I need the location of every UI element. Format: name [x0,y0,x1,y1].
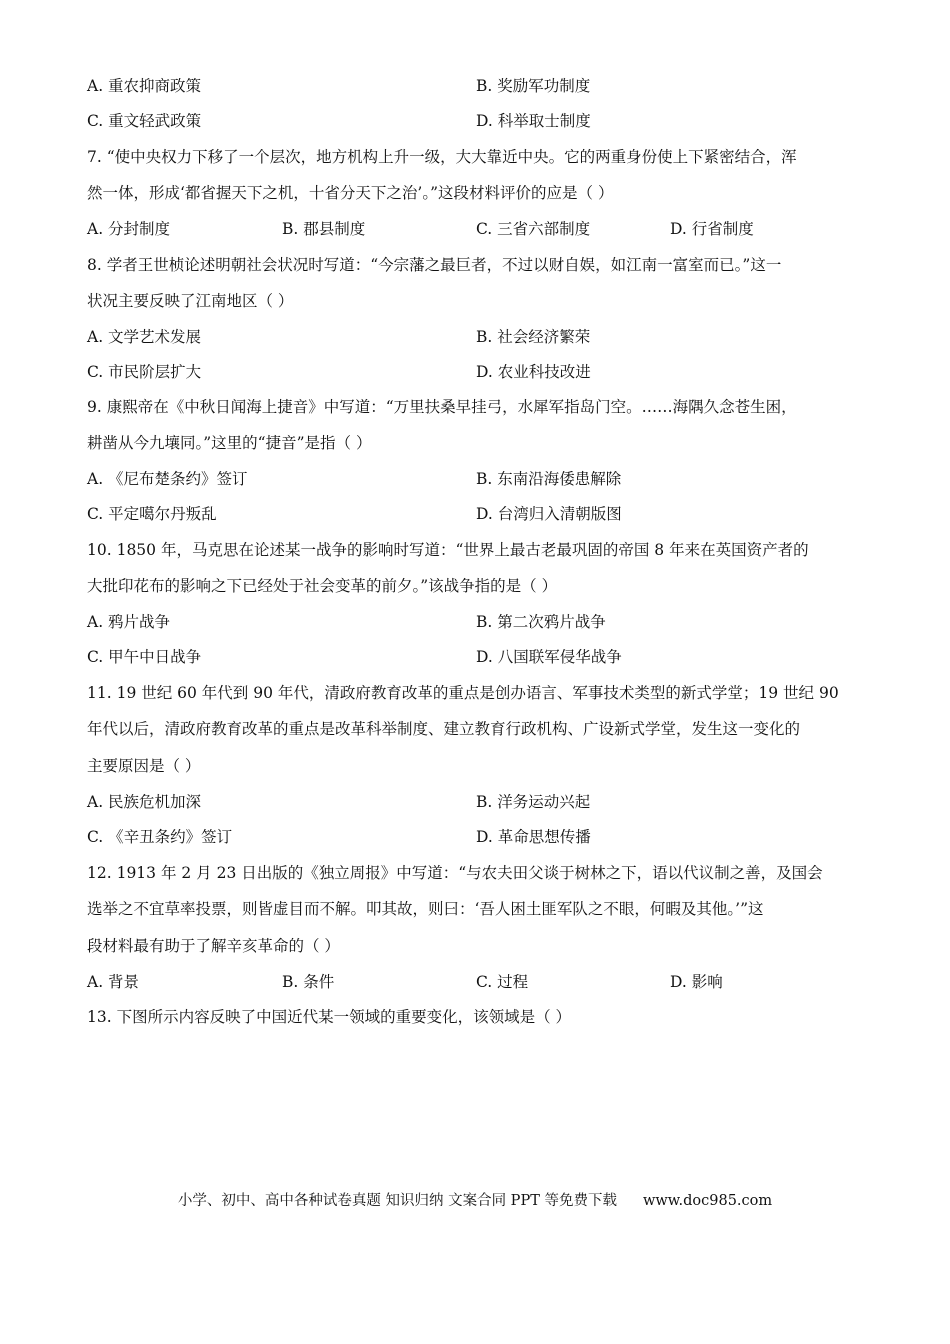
q10-stem-line2: 大批印花布的影响之下已经处于社会变革的前夕。”该战争指的是（ ） [87,577,558,595]
page-footer [0,1191,950,1211]
q12-stem-line1: 12. 1913 年 2 月 23 日出版的《独立周报》中写道：“与农夫田父谈于树林之下，语以代议制之善，及国会 [87,864,823,882]
q6-option-c: C. 重文轻武政策 [87,112,202,130]
q11-stem-line2: 年代以后，清政府教育改革的重点是改革科举制度、建立教育行政机构、广设新式学堂，发生这一变化的 [87,720,801,738]
q13-stem-line1: 13. 下图所示内容反映了中国近代某一领域的重要变化，该领域是（ ） [87,1008,572,1026]
footer-url[interactable]: www.doc985.com [642,1193,773,1209]
q6-option-d: D. 科举取士制度 [476,112,591,130]
q12-stem-line2: 选举之不宜草率投票，则皆虚目而不解。叩其故，则曰：‘吾人困土匪军队之不眼，何暇及其他。’”这 [87,900,764,918]
q8-option-c: C. 市民阶层扩大 [87,363,202,381]
q9-option-b: B. 东南沿海倭患解除 [476,470,622,488]
q10-option-c: C. 甲午中日战争 [87,648,202,666]
q11-stem-line1: 11. 19 世纪 60 年代到 90 年代，清政府教育改革的重点是创办语言、军事技术类型的新式学堂；19 世纪 90 [87,684,839,702]
q12-option-d: D. 影响 [670,973,723,991]
q8-option-a: A. 文学艺术发展 [87,328,202,346]
q8-option-d: D. 农业科技改进 [476,363,591,381]
q9-option-a: A. 《尼布楚条约》签订 [87,470,248,488]
q8-stem-line1: 8. 学者王世桢论述明朝社会状况时写道：“今宗藩之最巨者，不过以财自娱，如江南一富室而已。”这一 [87,256,782,274]
q12-option-a: A. 背景 [87,973,140,991]
q11-option-d: D. 革命思想传播 [476,828,591,846]
q7-option-a: A. 分封制度 [87,220,171,238]
q10-option-a: A. 鸦片战争 [87,613,171,631]
q9-option-d: D. 台湾归入清朝版图 [476,505,622,523]
q8-option-b: B. 社会经济繁荣 [476,328,591,346]
q12-stem-line3: 段材料最有助于了解辛亥革命的（ ） [87,937,340,955]
q7-option-d: D. 行省制度 [670,220,754,238]
q9-stem-line1: 9. 康熙帝在《中秋日闻海上捷音》中写道：“万里扶桑早挂弓，水犀军指岛门空。……海隅久念苍生困， [87,398,797,416]
q11-option-c: C. 《辛丑条约》签订 [87,828,233,846]
q7-option-b: B. 郡县制度 [282,220,366,238]
q12-option-c: C. 过程 [476,973,529,991]
q6-option-a: A. 重农抑商政策 [87,77,202,95]
q10-option-b: B. 第二次鸦片战争 [476,613,606,631]
q7-stem-line2: 然一体，形成‘都省握天下之机，十省分天下之治’。”这段材料评价的应是（ ） [87,184,614,202]
q11-option-a: A. 民族危机加深 [87,793,202,811]
q7-option-c: C. 三省六部制度 [476,220,591,238]
q6-option-b: B. 奖励军功制度 [476,77,591,95]
q10-option-d: D. 八国联军侵华战争 [476,648,622,666]
q10-stem-line1: 10. 1850 年，马克思在论述某一战争的影响时写道：“世界上最古老最巩固的帝国 8 年来在英国资产者的 [87,541,809,559]
q9-stem-line2: 耕凿从今九壤同。”这里的“捷音”是指（ ） [87,434,372,452]
q7-stem-line1: 7. “使中央权力下移了一个层次，地方机构上升一级，大大靠近中央。它的两重身份使上下紧密结合，浑 [87,148,797,166]
q12-option-b: B. 条件 [282,973,335,991]
q11-stem-line3: 主要原因是（ ） [87,757,201,775]
q9-option-c: C. 平定噶尔丹叛乱 [87,505,217,523]
q11-option-b: B. 洋务运动兴起 [476,793,591,811]
footer-text: 小学、初中、高中各种试卷真题 知识归纳 文案合同 PPT 等免费下载 [177,1193,617,1209]
q8-stem-line2: 状况主要反映了江南地区（ ） [87,292,294,310]
